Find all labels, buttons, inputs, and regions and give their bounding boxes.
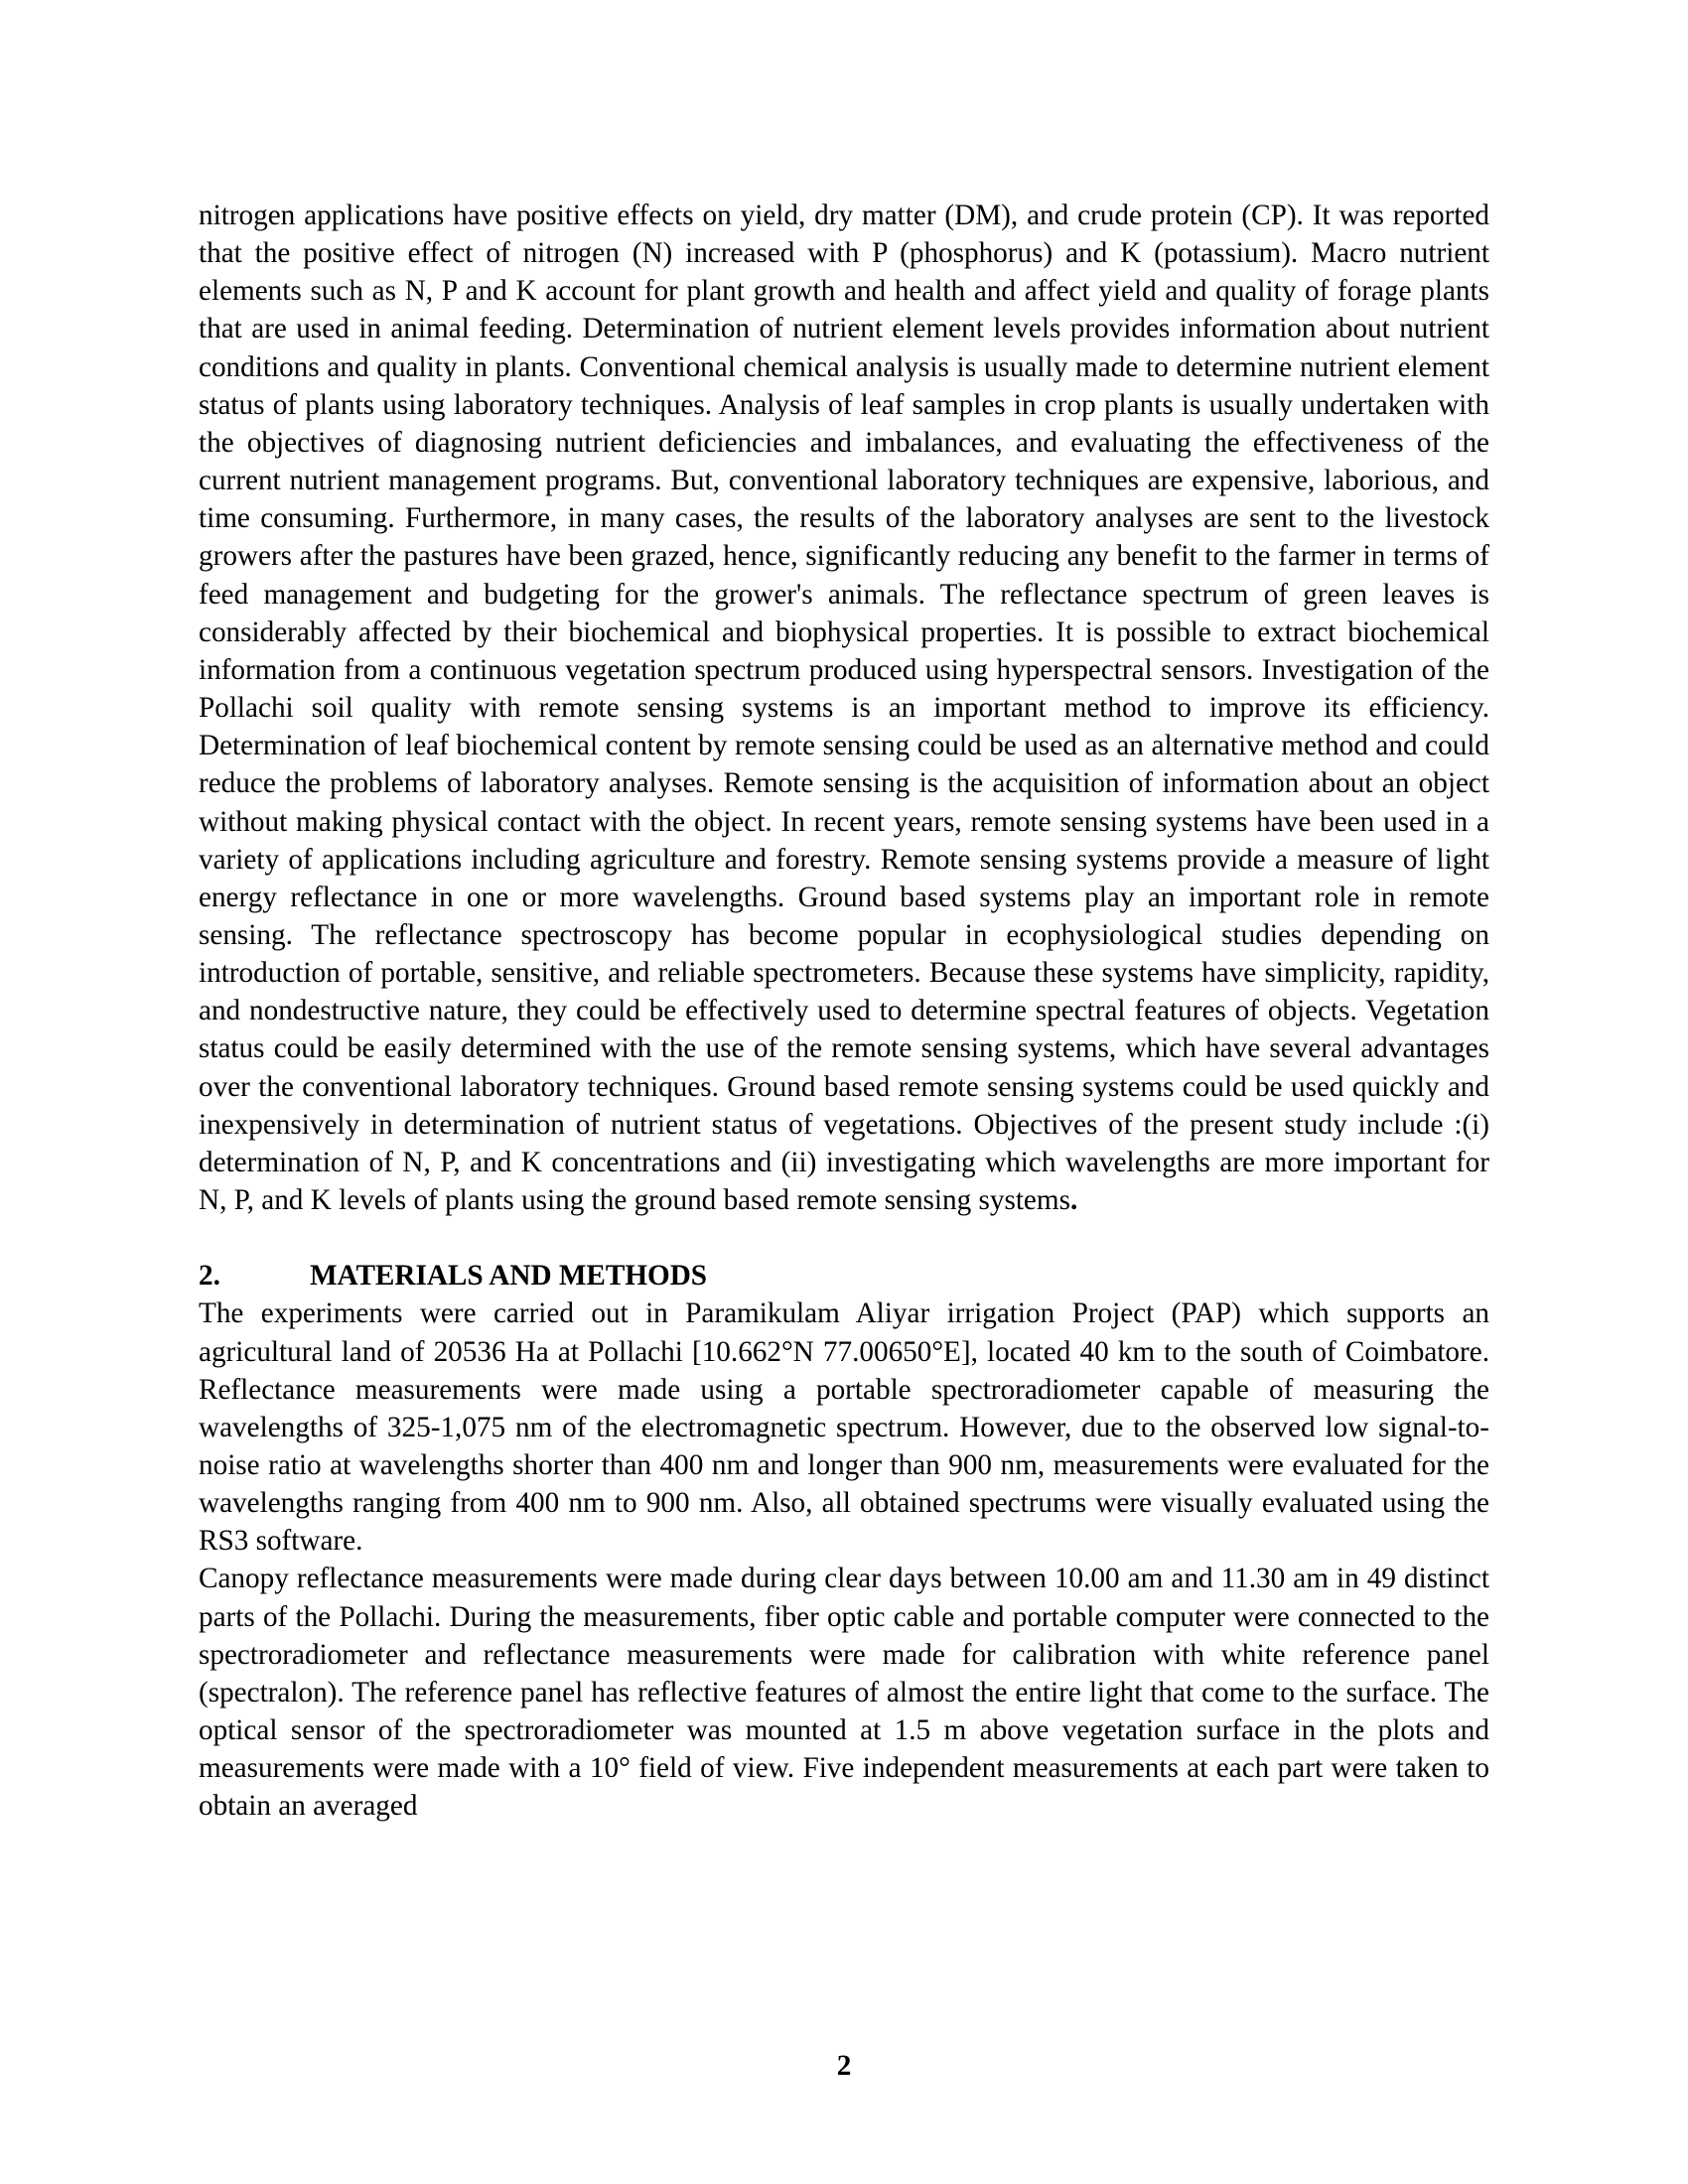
methods-paragraph-1: The experiments were carried out in Paramikulam Aliyar irrigation Project (PAP) which supports an agricultural land of 20536 Ha at Pollachi [10.662°N 77.00650°E], located 40 km to the south of Coimbatore. Reflectance measurements were made using a portable spectroradiometer capable of measuring the wavelengths of 325-1,075 nm of the electromagnetic spectrum. However, due to the observed low signal-to-noise ratio at wavelengths shorter than 400 nm and longer than 900 nm, measurements were evaluated for the wavelengths ranging from 400 nm to 900 nm. Also, all obtained spectrums were visually evaluated using the RS3 software.	[199, 1297, 1489, 1558]
page-number: 2	[836, 2050, 852, 2082]
intro-paragraph	[199, 197, 1489, 1219]
section-heading	[199, 1257, 1489, 1295]
section-number: 2.	[199, 1260, 220, 1293]
intro-paragraph-text: nitrogen applications have positive effects on yield, dry matter (DM), and crude protein (CP). It was reported that the positive effect of nitrogen (N) increased with P (phosphorus) and K (potassium). Macro nutrient elements such as N, P and K account for plant growth and health and affect yield and quality of forage plants that are used in animal feeding. Determination of nutrient element levels provides information about nutrient conditions and quality in plants. Conventional chemical analysis is usually made to determine nutrient element status of plants using laboratory techniques. Analysis of leaf samples in crop plants is usually undertaken with the objectives of diagnosing nutrient deficiencies and imbalances, and evaluating the effectiveness of the current nutrient management programs. But, conventional laboratory techniques are expensive, laborious, and time consuming. Furthermore, in many cases, the results of the laboratory analyses are sent to the livestock growers after the pastures have been grazed, hence, significantly reducing any benefit to the farmer in terms of feed management and budgeting for the grower's animals. The reflectance spectrum of green leaves is considerably affected by their biochemical and biophysical properties. It is possible to extract biochemical information from a continuous vegetation spectrum produced using hyperspectral sensors. Investigation of the Pollachi soil quality with remote sensing systems is an important method to improve its efficiency. Determination of leaf biochemical content by remote sensing could be used as an alternative method and could reduce the problems of laboratory analyses. Remote sensing is the acquisition of information about an object without making physical contact with the object. In recent years, remote sensing systems have been used in a variety of applications including agriculture and forestry. Remote sensing systems provide a measure of light energy reflectance in one or more wavelengths. Ground based systems play an important role in remote sensing. The reflectance spectroscopy has become popular in ecophysiological studies depending on introduction of portable, sensitive, and reliable spectrometers. Because these systems have simplicity, rapidity, and nondestructive nature, they could be effectively used to determine spectral features of objects. Vegetation status could be easily determined with the use of the remote sensing systems, which have several advantages over the conventional laboratory techniques. Ground based remote sensing systems could be used quickly and inexpensively in determination of nutrient status of vegetations. Objectives of the present study include :(i) determination of N, P, and K concentrations and (ii) investigating which wavelengths are more important for N, P, and K levels of plants using the ground based remote sensing systems	[199, 200, 1489, 1217]
methods-paragraph-2: Canopy reflectance measurements were made during clear days between 10.00 am and 11.30 am in 49 distinct parts of the Pollachi. During the measurements, fiber optic cable and portable computer were connected to the spectroradiometer and reflectance measurements were made for calibration with white reference panel (spectralon). The reference panel has reflective features of almost the entire light that come to the surface. The optical sensor of the spectroradiometer was mounted at 1.5 m above vegetation surface in the plots and measurements were made with a 10° field of view. Five independent measurements at each part were taken to obtain an averaged	[199, 1563, 1489, 1823]
page-body	[199, 197, 1489, 1826]
intro-paragraph-end-mark: .	[1069, 1184, 1078, 1217]
section-title: MATERIALS AND METHODS	[310, 1260, 708, 1293]
